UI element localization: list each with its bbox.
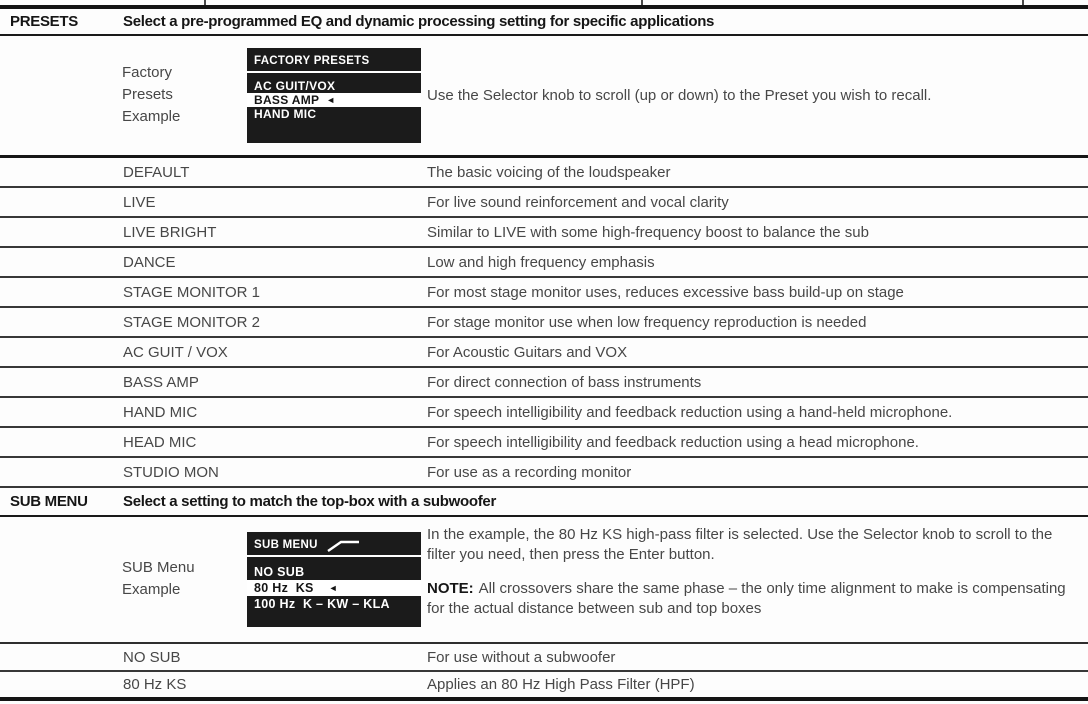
preset-name: STUDIO MON [123,463,219,481]
preset-name: AC GUIT / VOX [123,343,228,361]
factory-example-label: Factory Presets Example [122,64,181,125]
sub-description: For use without a subwoofer [427,648,616,666]
sub-menu-lcd-screen [247,532,421,627]
sub-example-note [427,579,1075,619]
preset-description: The basic voicing of the loudspeaker [427,163,671,181]
note-text: All crossovers share the same phase – the only time alignment to make is compensating for the actual distance between sub and top boxes [427,580,1066,617]
lcd-menu-item: NO SUB [254,565,305,579]
column-tick [641,0,643,5]
preset-row [0,218,1088,248]
preset-description: For most stage monitor uses, reduces excessive bass build-up on stage [427,283,904,301]
lcd-menu-item: HAND MIC [254,107,317,121]
preset-row [0,278,1088,308]
preset-row [0,338,1088,368]
preset-description: For speech intelligibility and feedback reduction using a hand-held microphone. [427,403,953,421]
lcd-menu [247,73,421,121]
lcd-menu [247,557,421,612]
sub-menu-section-title: SUB MENU [10,493,88,510]
lcd-title-label: SUB MENU [254,539,318,551]
preset-name: STAGE MONITOR 1 [123,283,260,301]
sub-name: 80 Hz KS [123,676,187,693]
sub-row [0,644,1088,672]
sub-example-description: In the example, the 80 Hz KS high-pass filter is selected. Use the Selector knob to scroll to the filter you need, then press the Enter button. [427,526,1053,563]
sub-row [0,672,1088,697]
hpf-curve-icon [327,539,361,552]
preset-description: For stage monitor use when low frequency reproduction is needed [427,313,867,331]
preset-name: LIVE BRIGHT [123,223,217,241]
preset-name: HAND MIC [123,403,198,421]
lcd-menu-item-label: 80 Hz KS [254,581,314,595]
preset-description: For direct connection of bass instruments [427,373,702,391]
column-tick [204,0,206,5]
lcd-menu-item: AC GUIT/VOX [254,79,336,93]
sub-example-label: SUB Menu Example [122,559,195,598]
preset-row [0,368,1088,398]
presets-section-header [0,9,1088,36]
lcd-menu-item-label: BASS AMP [254,93,320,107]
preset-row [0,308,1088,338]
preset-name: HEAD MIC [123,433,197,451]
sub-name: NO SUB [123,648,181,666]
lcd-menu-item-selected [247,580,421,596]
sub-menu-section-subtitle: Select a setting to match the top-box with a subwoofer [123,493,497,510]
factory-example-description: Use the Selector knob to scroll (up or down) to the Preset you wish to recall. [427,87,932,104]
factory-presets-lcd-screen [247,48,421,143]
preset-name: LIVE [123,193,156,211]
presets-section-title: PRESETS [10,13,78,30]
presets-section-subtitle: Select a pre-programmed EQ and dynamic processing setting for specific applications [123,13,715,30]
sub-description: Applies an 80 Hz High Pass Filter (HPF) [427,676,695,693]
preset-description: For live sound reinforcement and vocal clarity [427,193,729,211]
preset-name: DANCE [123,253,176,271]
lcd-menu-item: 100 Hz K – KW – KLA [254,597,390,611]
sub-example-description-block [427,525,1075,619]
preset-description: For speech intelligibility and feedback reduction using a head microphone. [427,433,919,451]
column-tick [1022,0,1024,5]
lcd-menu-item-selected [247,93,421,107]
factory-presets-example-row [0,36,1088,158]
preset-description: For Acoustic Guitars and VOX [427,343,628,361]
selector-arrow-icon: ◄ [328,583,338,593]
lcd-title [247,532,421,555]
preset-row [0,248,1088,278]
preset-row [0,428,1088,458]
preset-row [0,188,1088,218]
preset-name: DEFAULT [123,163,190,181]
scan-column-ticks [0,0,1088,5]
sub-menu-section-header [0,488,1088,517]
sub-menu-example-row [0,517,1088,644]
lcd-title: FACTORY PRESETS [254,55,370,67]
preset-description: Low and high frequency emphasis [427,253,655,271]
preset-name: STAGE MONITOR 2 [123,313,260,331]
preset-row [0,458,1088,488]
preset-name: BASS AMP [123,373,199,391]
preset-row [0,158,1088,188]
preset-description: Similar to LIVE with some high-frequency boost to balance the sub [427,223,869,241]
selector-arrow-icon: ◄ [326,95,336,105]
note-label: NOTE: [427,580,474,597]
preset-row [0,398,1088,428]
preset-description: For use as a recording monitor [427,463,632,481]
